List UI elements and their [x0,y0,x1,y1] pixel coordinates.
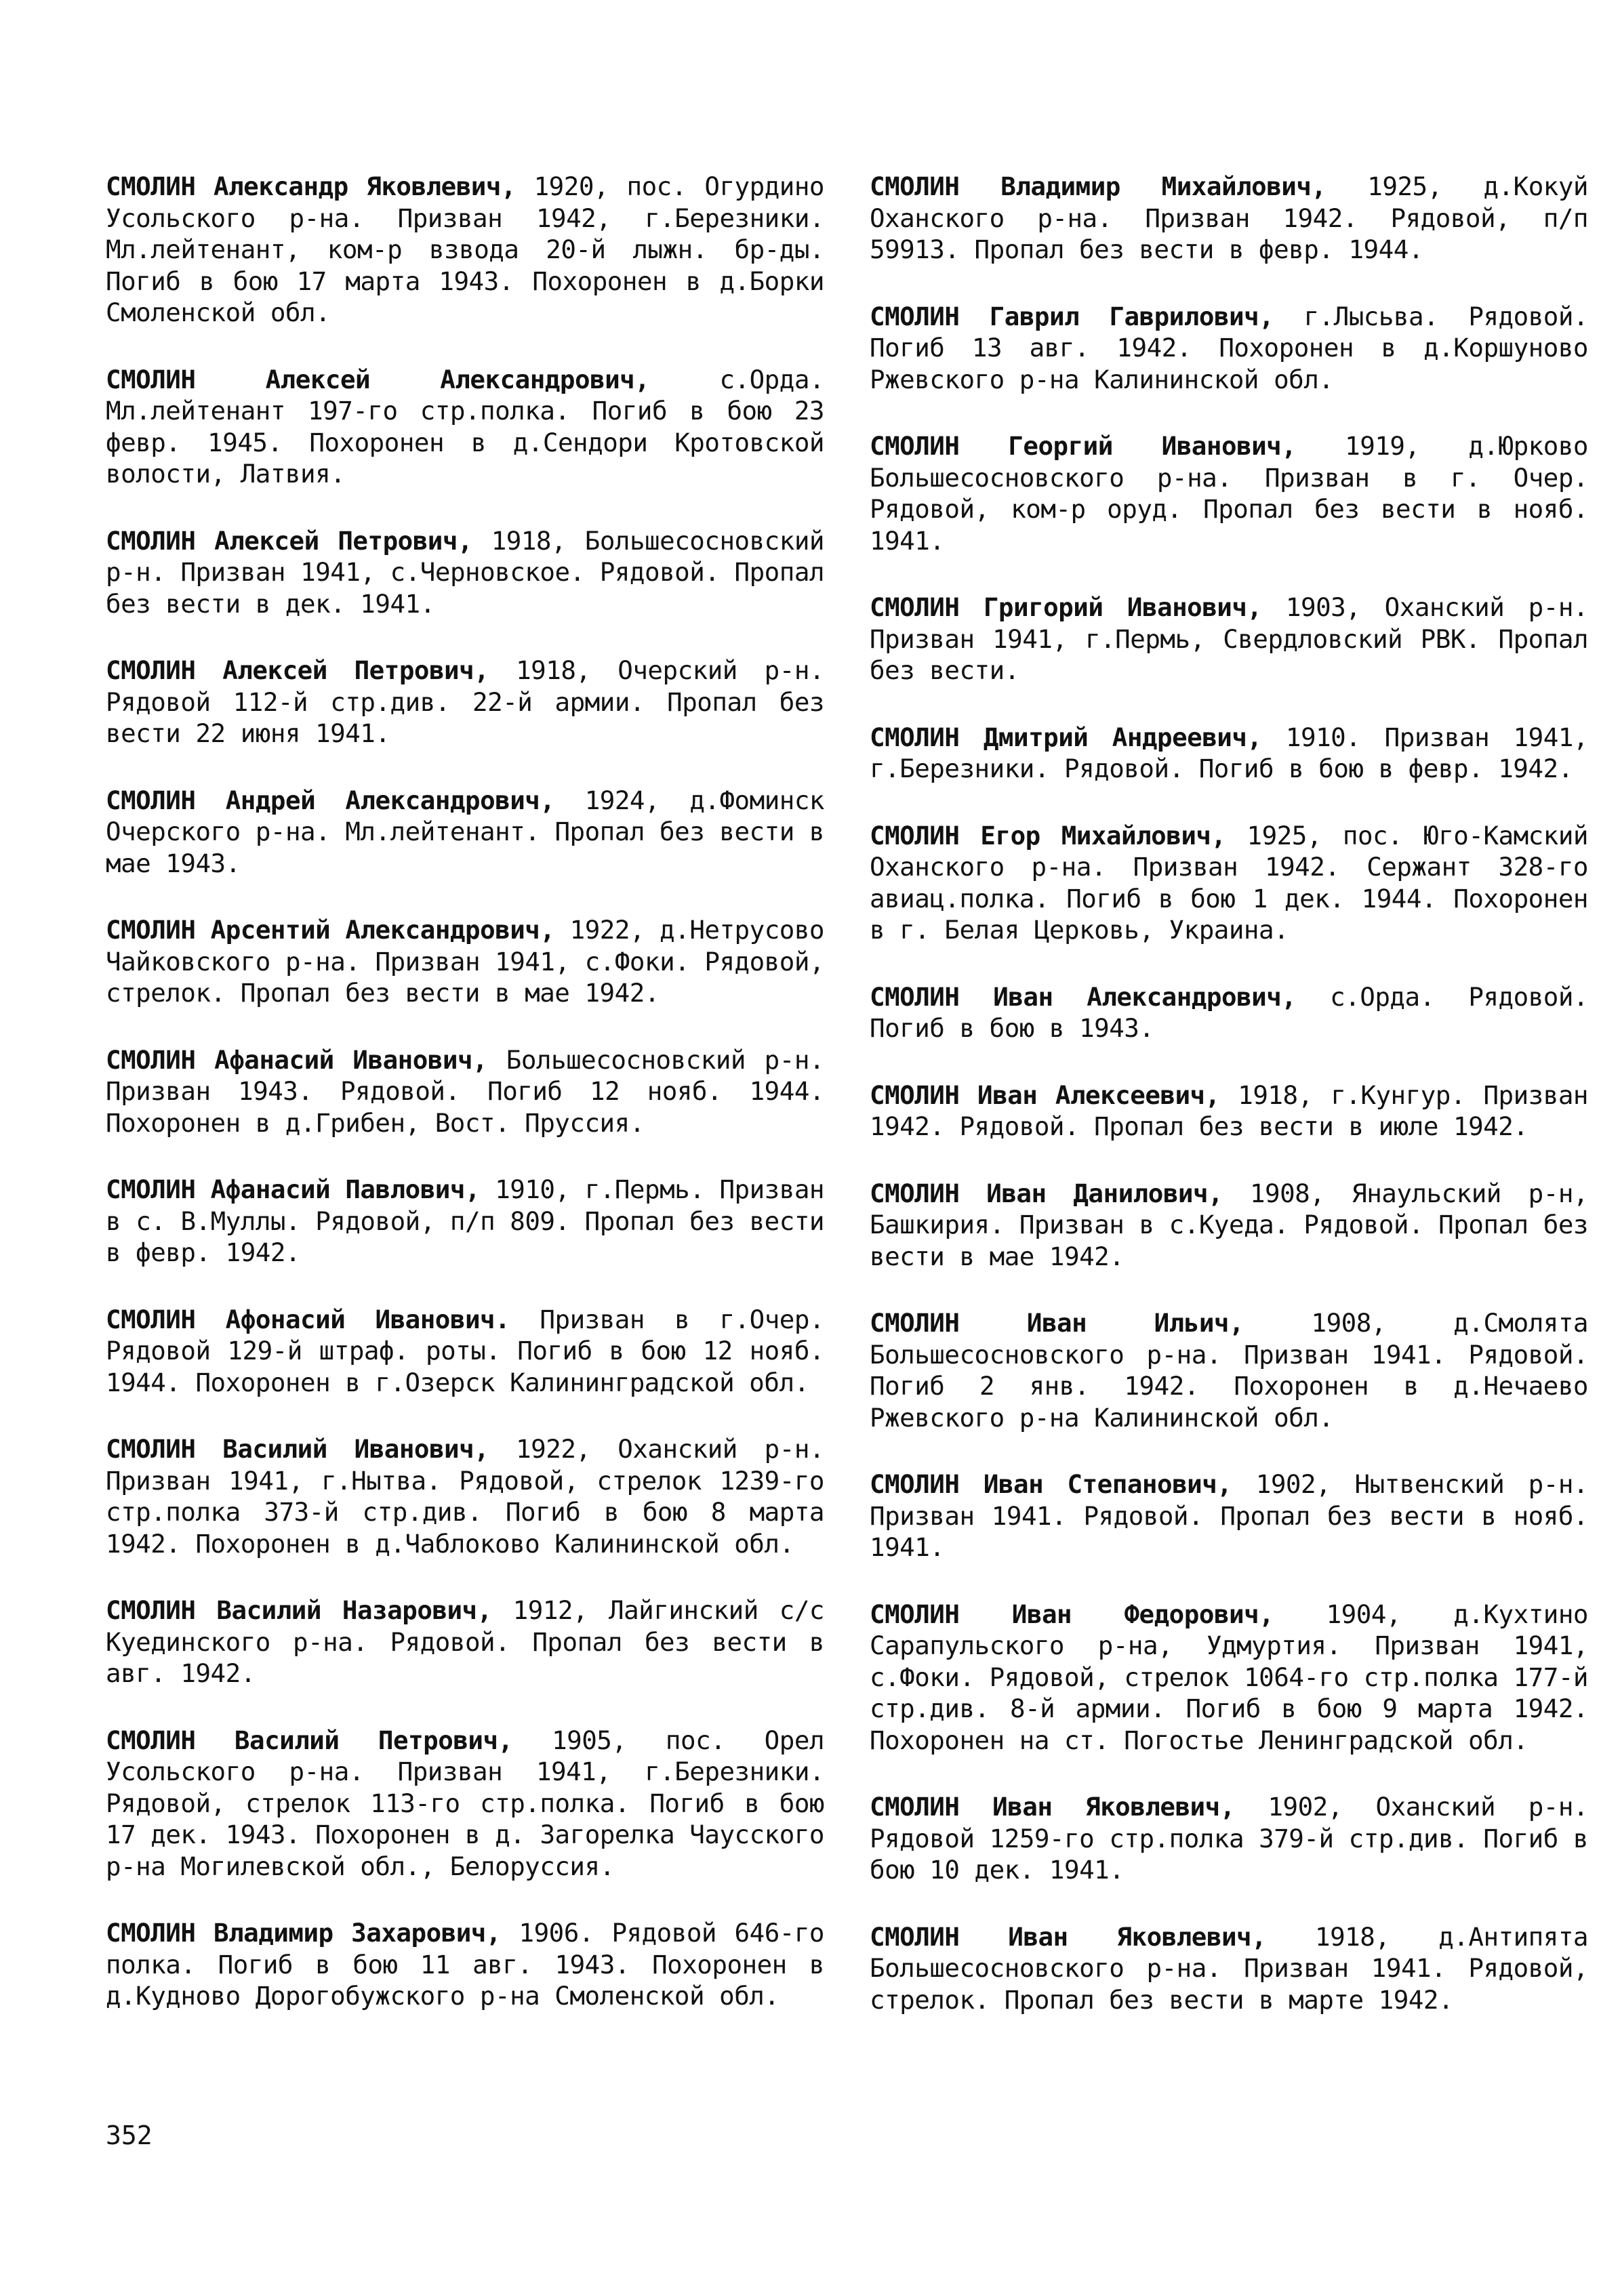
entry [106,525,824,620]
entry-name: СМОЛИН Егор Михайлович, [870,820,1226,850]
entry-name: СМОЛИН Владимир Михайлович, [870,171,1327,201]
entry-name: СМОЛИН Иван Яковлевич, [870,1792,1235,1822]
entry-name: СМОЛИН Афанасий Павлович, [106,1174,481,1204]
entry-name: СМОЛИН Андрей Александрович, [106,785,555,815]
entry-name: СМОЛИН Иван Алексеевич, [870,1080,1220,1110]
entry-text: г.Лысьва. Рядовой. Погиб 13 авг. 1942. Похоронен в д.Коршуново Ржевского р-на Калининской обл. [870,301,1589,394]
entry-text: 1922, д.Нетрусово Чайковского р-на. Призван 1941, с.Фоки. Рядовой, стрелок. Пропал без вести в мае 1942. [106,915,825,1008]
entry [870,171,1588,266]
entry-name: СМОЛИН Александр Яковлевич, [106,171,517,201]
entry-text: с.Орда. Рядовой. Погиб в бою в 1943. [870,981,1588,1043]
entry-text: 1910, г.Пермь. Призван в с. В.Муллы. Рядовой, п/п 809. Пропал без вести в февр. 1942. [106,1174,824,1267]
entry-name: СМОЛИН Василий Назарович, [106,1595,492,1625]
entry-text: 1918, Очерский р-н. Рядовой 112-й стр.див. 22-й армии. Пропал без вести 22 июня 1941. [106,655,824,748]
left-column [106,171,824,2047]
entry-name: СМОЛИН Василий Петрович, [106,1725,513,1755]
entry-text: 1924, д.Фоминск Очерского р-на. Мл.лейтенант. Пропал без вести в мае 1943. [106,785,825,878]
entry-text: с.Орда. Мл.лейтенант 197-го стр.полка. Погиб в бою 23 февр. 1945. Похоронен в д.Сендори Кротовской волости, Латвия. [106,364,824,489]
entry-text: 1902, Оханский р-н. Рядовой 1259-го стр.полка 379-й стр.див. Погиб в бою 10 дек. 1941. [870,1792,1588,1885]
entry-text: 1904, д.Кухтино Сарапульского р-на, Удмуртия. Призван 1941, с.Фоки. Рядовой, стрелок 1064-го стр.полка 177-й стр.див. 8-й армии. Погиб в бою 9 марта 1942. Похоронен на ст. Погостье Ленинградской обл. [870,1599,1588,1755]
entry [870,1178,1588,1273]
entry [870,301,1588,396]
entry-text: 1919, д.Юрково Большесосновского р-на. Призван в г. Очер. Рядовой, ком-р оруд. Пропал без вести в нояб. 1941. [870,431,1588,556]
entry [870,1080,1588,1143]
entry [106,1725,824,1883]
entry [870,1791,1588,1886]
entry-text: 1905, пос. Орел Усольского р-на. Призван 1941, г.Березники. Рядовой, стрелок 113-го стр.полка. Погиб в бою 17 дек. 1943. Похоронен в д. Загорелка Чаусского р-на Могилевской обл., Белоруссия. [106,1725,824,1881]
entry [106,914,824,1009]
entry-text: 1918, Большесосновский р-н. Призван 1941, с.Черновское. Рядовой. Пропал без вести в дек. 1941. [106,525,824,619]
entry-name: СМОЛИН Алексей Александрович, [106,364,650,394]
entry-text: Большесосновский р-н. Призван 1943. Рядовой. Погиб 12 нояб. 1944. Похоронен в д.Грибен, Вост. Пруссия. [106,1044,824,1138]
entry [106,1917,824,2012]
entry [870,820,1588,946]
entry-text: 1925, пос. Юго-Камский Оханского р-на. Призван 1942. Сержант 328-го авиац.полка. Погиб в бою 1 дек. 1944. Похоронен в г. Белая Церковь, Украина. [870,820,1588,945]
entry-text: 1903, Оханский р-н. Призван 1941, г.Пермь, Свердловский РВК. Пропал без вести. [870,592,1588,685]
page-number: 352 [106,2120,153,2150]
entry [106,1595,824,1689]
entry-text: 1918, д.Антипята Большесосновского р-на. Призван 1941. Рядовой, стрелок. Пропал без вести в марте 1942. [870,1921,1588,2015]
entry-text: 1918, г.Кунгур. Призван 1942. Рядовой. Пропал без вести в июле 1942. [870,1080,1588,1141]
entry-name: СМОЛИН Георгий Иванович, [870,431,1297,461]
entry-text: 1902, Нытвенский р-н. Призван 1941. Рядовой. Пропал без вести в нояб. 1941. [870,1469,1588,1562]
entry-name: СМОЛИН Арсентий Александрович, [106,915,555,945]
entry-name: СМОЛИН Иван Ильич, [870,1308,1244,1338]
entry [106,1433,824,1559]
entry [106,171,824,329]
entry-name: СМОЛИН Иван Федорович, [870,1599,1274,1629]
entry-name: СМОЛИН Иван Данилович, [870,1178,1223,1208]
entry-text: 1912, Лайгинский с/с Куединского р-на. Рядовой. Пропал без вести в авг. 1942. [106,1595,824,1688]
entry-name: СМОЛИН Афонасий Иванович. [106,1304,510,1334]
entry-name: СМОЛИН Иван Александрович, [870,981,1297,1012]
entry-text: 1910. Призван 1941, г.Березники. Рядовой. Погиб в бою в февр. 1942. [870,722,1588,783]
entry-text: 1922, Оханский р-н. Призван 1941, г.Нытва. Рядовой, стрелок 1239-го стр.полка 373-й стр.див. Погиб в бою 8 марта 1942. Похоронен в д.Чаблоково Калининской обл. [106,1434,824,1559]
entry [106,1174,824,1269]
entry [106,1044,824,1139]
entry [870,1469,1588,1563]
entry [870,1599,1588,1757]
entry [870,592,1588,686]
entry-text: 1925, д.Кокуй Оханского р-на. Призван 1942. Рядовой, п/п 59913. Пропал без вести в февр. 1944. [870,171,1589,264]
entry [870,981,1588,1044]
entry-name: СМОЛИН Иван Степанович, [870,1469,1232,1499]
entry-name: СМОЛИН Василий Иванович, [106,1434,489,1464]
entry [106,364,824,490]
entry-name: СМОЛИН Иван Яковлевич, [870,1921,1267,1952]
entry-name: СМОЛИН Алексей Петрович, [106,655,489,685]
entry-name: СМОЛИН Гаврил Гаврилович, [870,301,1274,331]
entry [870,722,1588,785]
entry-text: 1920, пос. Огурдино Усольского р-на. Призван 1942, г.Березники. Мл.лейтенант, ком-р взвода 20-й лыжн. бр-ды. Погиб в бою 17 марта 1943. Похоронен в д.Борки Смоленской обл. [106,171,825,327]
entry-name: СМОЛИН Афанасий Иванович, [106,1044,488,1075]
entry-text: Призван в г.Очер. Рядовой 129-й штраф. роты. Погиб в бою 12 нояб. 1944. Похоронен в г.Озерск Калининградской обл. [106,1304,824,1397]
entry-text: 1906. Рядовой 646-го полка. Погиб в бою 11 авг. 1943. Похоронен в д.Кудново Дорогобужского р-на Смоленской обл. [106,1918,825,2011]
entry-name: СМОЛИН Владимир Захарович, [106,1918,501,1948]
entry [870,1921,1588,2016]
entry [870,430,1588,556]
right-column [870,171,1588,2051]
entry [870,1307,1588,1433]
entry-name: СМОЛИН Алексей Петрович, [106,525,473,556]
entry-text: 1908, д.Смолята Большесосновского р-на. Призван 1941. Рядовой. Погиб 2 янв. 1942. Похоронен в д.Нечаево Ржевского р-на Калининской обл. [870,1308,1588,1433]
entry-name: СМОЛИН Григорий Иванович, [870,592,1262,622]
entry [106,785,824,880]
entry-text: 1908, Янаульский р-н, Башкирия. Призван в с.Куеда. Рядовой. Пропал без вести в мае 1942. [870,1178,1588,1271]
entry [106,655,824,750]
entry [106,1304,824,1399]
entry-name: СМОЛИН Дмитрий Андреевич, [870,722,1262,752]
